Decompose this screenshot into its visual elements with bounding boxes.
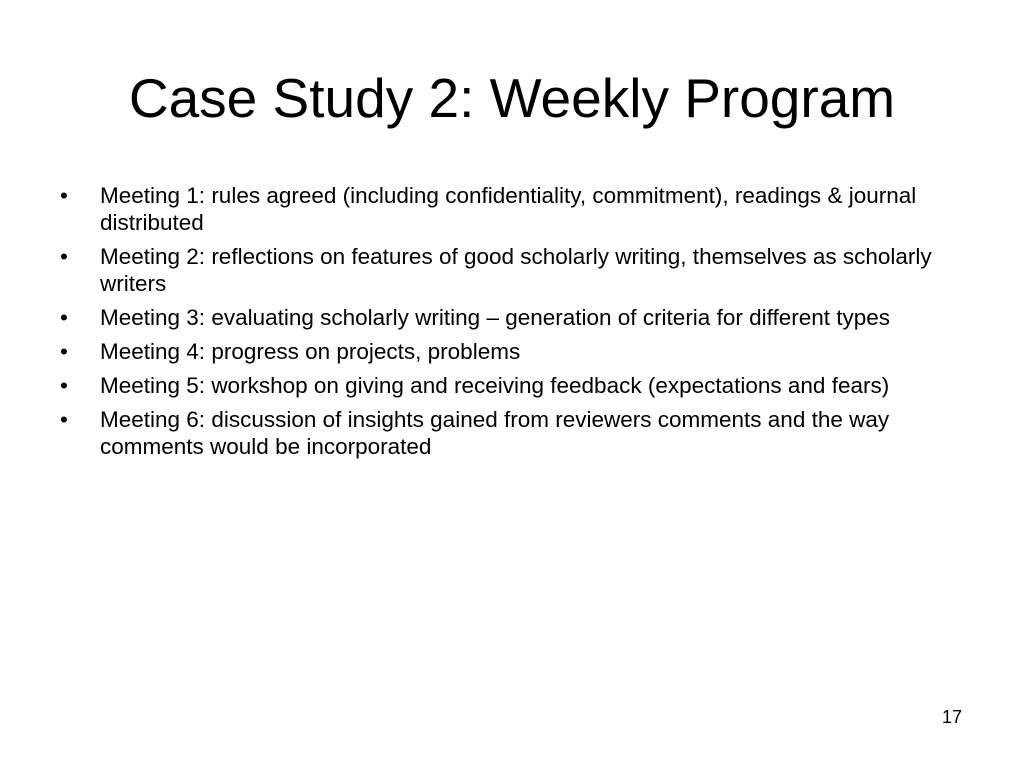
bullet-text: Meeting 6: discussion of insights gained from reviewers comments and the way comments would be incorporated: [100, 407, 890, 459]
bullet-text: Meeting 3: evaluating scholarly writing – generation of criteria for different types: [100, 305, 891, 330]
slide-title: Case Study 2: Weekly Program: [128, 67, 896, 129]
bullet-icon: •: [60, 339, 68, 364]
bullet-text: Meeting 4: progress on projects, problems: [100, 339, 521, 364]
bullet-icon: •: [60, 373, 68, 398]
bullet-text: Meeting 1: rules agreed (including confidentiality, commitment), readings & journal distributed: [100, 183, 917, 235]
bullet-icon: •: [60, 183, 68, 208]
bullet-item-meeting-3: [60, 304, 960, 331]
bullet-item-meeting-2: [60, 243, 960, 297]
bullet-icon: •: [60, 305, 68, 330]
bullet-item-meeting-1: [60, 182, 960, 236]
bullet-text: Meeting 2: reflections on features of good scholarly writing, themselves as scholarly writers: [100, 244, 932, 296]
bullet-icon: •: [60, 244, 68, 269]
bullet-item-meeting-5: [60, 372, 960, 399]
bullet-text: Meeting 5: workshop on giving and receiving feedback (expectations and fears): [100, 373, 890, 398]
bullet-item-meeting-6: [60, 406, 960, 460]
bullet-item-meeting-4: [60, 338, 960, 365]
slide-number: 17: [941, 707, 962, 727]
bullet-list: [60, 182, 960, 467]
bullet-icon: •: [60, 407, 68, 432]
